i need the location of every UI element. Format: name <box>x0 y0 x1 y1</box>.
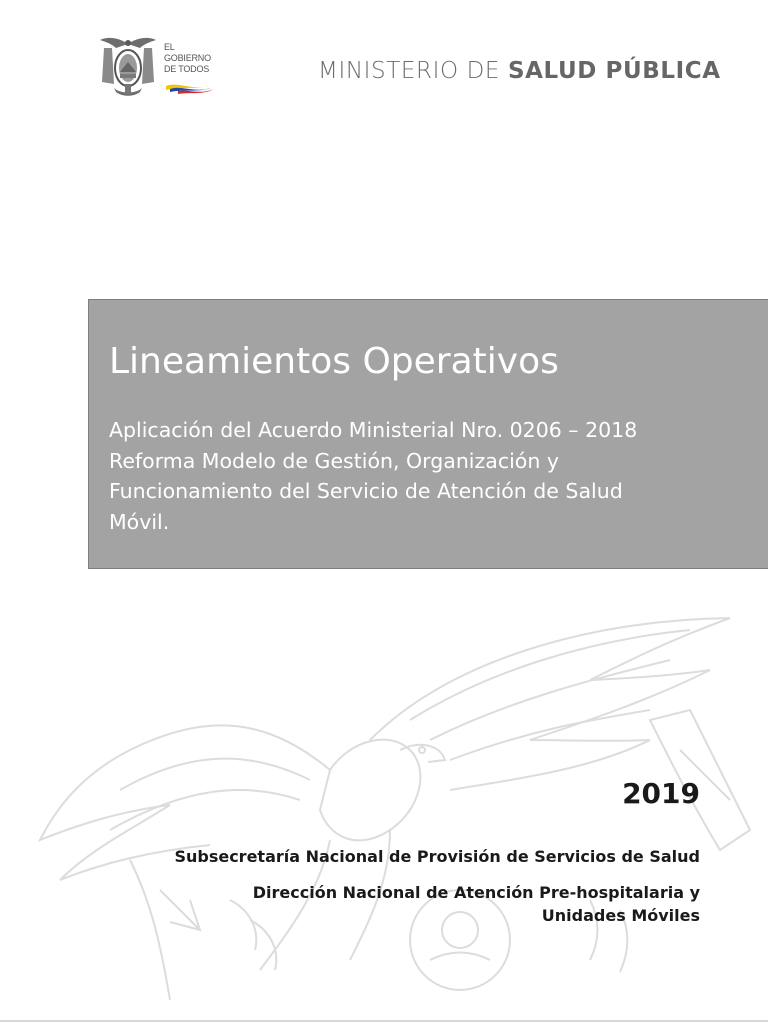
ecuador-coat-of-arms-icon <box>98 34 158 98</box>
ministry-title <box>318 56 721 86</box>
subtitle-line-1: Aplicación del Acuerdo Ministerial Nro. 0206 – 2018 <box>109 418 638 442</box>
ministry-emphasis: SALUD PÚBLICA <box>507 58 721 84</box>
gov-text-line-2: GOBIERNO <box>164 53 211 63</box>
government-logo-text <box>164 42 224 75</box>
document-subtitle <box>109 415 759 537</box>
subtitle-line-3: Funcionamiento del Servicio de Atención de Salud <box>109 479 623 503</box>
gov-text-line-1: EL <box>164 42 175 52</box>
direction-line-2: Unidades Móviles <box>541 906 700 925</box>
subtitle-line-4: Móvil. <box>109 509 170 534</box>
sub-secretariat: Subsecretaría Nacional de Provisión de Servicios de Salud <box>174 847 700 866</box>
condor-watermark-icon <box>30 600 768 1024</box>
direction-line-1: Dirección Nacional de Atención Pre-hospitalaria y <box>252 883 700 902</box>
gov-text-line-3: DE TODOS <box>164 64 210 74</box>
ministry-prefix: MINISTERIO DE <box>318 58 508 84</box>
title-box <box>88 299 768 569</box>
flag-swoosh-icon <box>164 82 216 94</box>
government-logo <box>98 34 222 100</box>
bottom-rule <box>0 1020 768 1022</box>
national-direction <box>253 881 700 927</box>
document-title: Lineamientos Operativos <box>109 341 559 382</box>
subtitle-line-2: Reforma Modelo de Gestión, Organización y <box>109 448 559 473</box>
document-year: 2019 <box>622 777 700 810</box>
